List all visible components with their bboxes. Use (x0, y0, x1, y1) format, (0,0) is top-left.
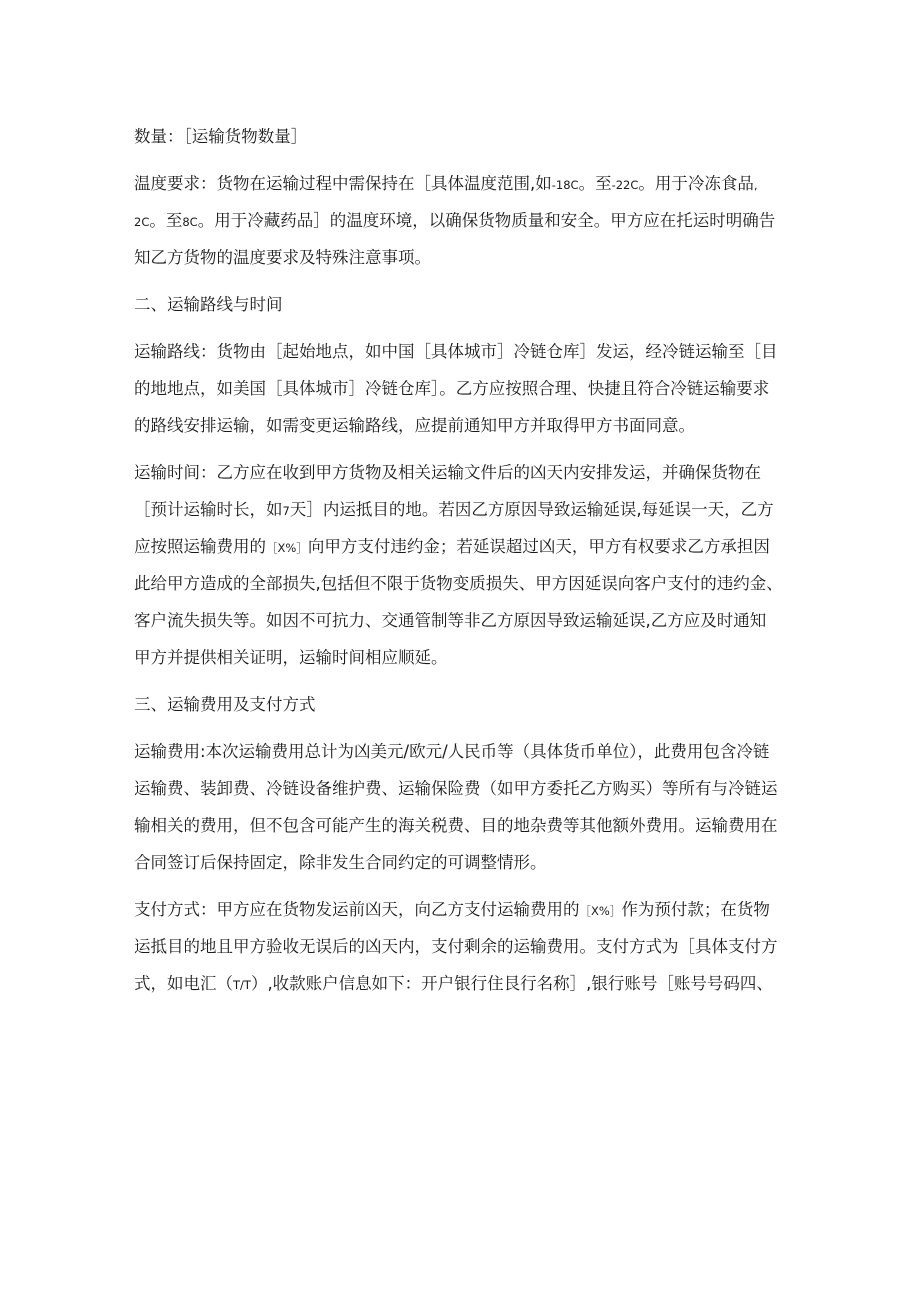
text-line (134, 407, 794, 444)
text-line (134, 686, 794, 723)
paragraph-gap (134, 444, 794, 454)
paragraph-payment (134, 891, 794, 1002)
text-line (134, 965, 794, 1002)
text-line (134, 733, 794, 770)
text-line (134, 639, 794, 676)
text-line (134, 286, 794, 323)
text-run: 。用于冷冻食品 (638, 174, 754, 193)
text-line (134, 807, 794, 844)
text-run: 输相关的费用，但不包含可能产生的海关税费、目的地杂费等其他额外费用。运输费用在 (134, 816, 778, 835)
text-run: 运输费用:本次运输费用总计为凶美元/欧元/人民币等（具体货币单位），此费用包含冷链 (134, 742, 770, 761)
paragraph-temperature (134, 165, 794, 276)
small-text-run: ［X%］ (579, 904, 622, 918)
text-line (134, 165, 794, 202)
text-run: 应按照运输费用的 (134, 537, 266, 556)
text-line (134, 491, 794, 528)
text-line (134, 454, 794, 491)
paragraph-quantity (134, 118, 794, 155)
text-line (134, 844, 794, 881)
text-run: 合同签订后保持固定，除非发生合同约定的可调整情形。 (134, 853, 547, 872)
text-run: ［预计运输时长，如 (134, 500, 283, 519)
small-text-run: 2C (134, 215, 150, 229)
text-run: 的地地点，如美国［具体城市］冷链仓库］。乙方应按照合理、快捷且符合冷链运输要求 (134, 379, 770, 398)
text-line (134, 602, 794, 639)
text-line (134, 770, 794, 807)
small-text-run: -22C (611, 178, 639, 192)
contract-body (134, 118, 794, 1002)
paragraph-section3-heading (134, 686, 794, 723)
text-run: 天］内运抵目的地。若因乙方原因导致运输延误,每延误一天，乙方 (289, 500, 774, 519)
text-run: 二、运输路线与时间 (134, 295, 283, 314)
text-run: 三、运输费用及支付方式 (134, 695, 316, 714)
text-run: 客户流失损失等。如因不可抗力、交通管制等非乙方原因导致运输延误,乙方应及时通知 (134, 611, 767, 630)
text-run: ）,收款账户信息如下：开户银行住艮行名称］,银行账号［账号号码四、 (250, 974, 773, 993)
small-text-run: , (753, 178, 758, 192)
small-text-run: 7 (282, 504, 290, 518)
text-line (134, 565, 794, 602)
text-line (134, 202, 794, 239)
text-run: 。用于冷藏药品］的温度环境，以确保货物质量和安全。甲方应在托运时明确告 (197, 211, 776, 230)
paragraph-gap (134, 276, 794, 286)
text-run: 式，如电汇（ (134, 974, 233, 993)
text-run: 向甲方支付违约金；若延误超过凶天，甲方有权要求乙方承担因 (307, 537, 770, 556)
small-text-run: 8C (182, 215, 198, 229)
text-line (134, 333, 794, 370)
text-run: 温度要求：货物在运输过程中需保持在［具体温度范围,如 (134, 174, 552, 193)
text-run: 运输时间：乙方应在收到甲方货物及相关运输文件后的凶天内安排发运，并确保货物在 (134, 463, 761, 482)
paragraph-fees (134, 733, 794, 881)
paragraph-gap (134, 723, 794, 733)
paragraph-route (134, 333, 794, 444)
text-run: 的路线安排运输，如需变更运输路线，应提前通知甲方并取得甲方书面同意。 (134, 416, 695, 435)
text-run: 运输费、装卸费、冷链设备维护费、运输保险费（如甲方委托乙方购买）等所有与冷链运 (134, 779, 778, 798)
text-line (134, 118, 794, 155)
text-run: 支付方式：甲方应在货物发运前凶天，向乙方支付运输费用的 (134, 900, 580, 919)
paragraph-gap (134, 881, 794, 891)
paragraph-gap (134, 155, 794, 165)
small-text-run: ［X%］ (266, 541, 308, 555)
paragraph-gap (134, 323, 794, 333)
text-line (134, 891, 794, 928)
text-line (134, 370, 794, 407)
paragraph-section2-heading (134, 286, 794, 323)
text-line (134, 239, 794, 276)
text-run: 甲方并提供相关证明，运输时间相应顺延。 (134, 648, 448, 667)
text-run: 运抵目的地且甲方验收无误后的凶天内，支付剩余的运输费用。支付方式为［具体支付方 (134, 937, 778, 956)
text-run: 运输路线：货物由［起始地点，如中国［具体城市］冷链仓库］发运，经冷链运输至［目 (134, 342, 778, 361)
text-line (134, 928, 794, 965)
text-run: 。至 (149, 211, 183, 230)
paragraph-gap (134, 676, 794, 686)
text-run: 数量：［运输货物数量］ (134, 127, 308, 146)
small-text-run: -18C (551, 178, 579, 192)
text-run: 此给甲方造成的全部损失,包括但不限于货物变质损失、甲方因延误向客户支付的违约金、 (134, 574, 783, 593)
small-text-run: T/T (233, 978, 251, 992)
paragraph-transport-time (134, 454, 794, 676)
text-run: 知乙方货物的温度要求及特殊注意事项。 (134, 248, 431, 267)
text-line (134, 528, 794, 565)
text-run: 作为预付款；在货物 (621, 900, 770, 919)
text-run: 。至 (578, 174, 612, 193)
